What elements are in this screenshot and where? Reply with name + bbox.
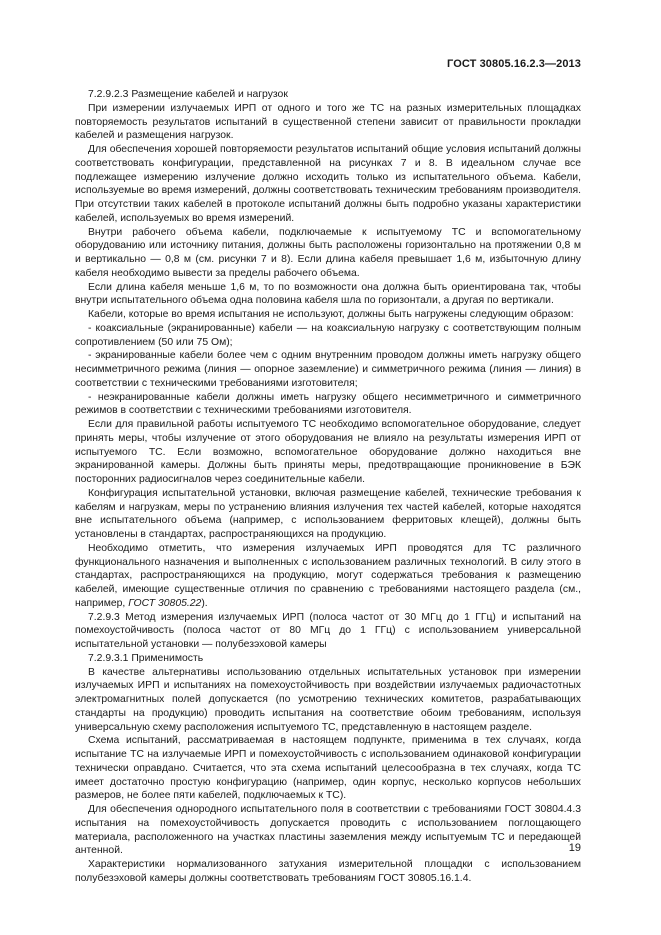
paragraph: В качестве альтернативы использованию отдельных испытательных установок при измерении излучаемых ИРП и испытаниях на помехоустойчивость при воздействии излучаемых радиочастотных электромагнитных полей допускается (по усмотрению технических комитетов, разрабатывающих стандарты на продукцию) проводить испытания на соответствие обоим требованиям, используя универсальную схему расположения испытуемого ТС, представленную в настоящем разделе. (75, 666, 581, 733)
paragraph-tail: ). (201, 597, 208, 609)
paragraph: Для обеспечения хорошей повторяемости результатов испытаний общие условия испытаний должны соответствовать конфигурации, представленной на рисунках 7 и 8. В идеальном случае все подлежащее измерению излучение должно исходить только из испытательного объема. Кабели, используемые во время измерений, должны соответствовать техническим требованиям производителя. При отсутствии таких кабелей в протоколе испытаний должны быть подробно указаны характеристики кабелей, используемых во время измерений. (75, 144, 581, 224)
paragraph: Схема испытаний, рассматриваемая в настоящем подпункте, применима в тех случаях, когда испытание ТС на излучаемые ИРП и помехоустойчивость с использованием одинаковой конфигурации технически оправдано. Считается, что эта схема испытаний целесообразна в тех случаях, когда ТС имеет достаточно простую конфигурацию (например, один корпус, несколько корпусов небольших размеров, не более пяти кабелей, подключаемых к ТС). (75, 735, 581, 802)
paragraph: Внутри рабочего объема кабели, подключаемые к испытуемому ТС и вспомогательному оборудованию или источнику питания, должны быть расположены горизонтально на протяжении 0,8 м и вертикально — 0,8 м (см. рисунки 7 и 8). Если длина кабеля превышает 1,6 м, избыточную длину кабеля необходимо вывести за пределы рабочего объема. (75, 226, 581, 279)
subsection-heading: 7.2.9.3.1 Применимость (88, 652, 204, 664)
document-body (75, 88, 581, 886)
subsection-heading: 7.2.9.2.3 Размещение кабелей и нагрузок (88, 89, 288, 100)
list-item: - коаксиальные (экранированные) кабели — на коаксиальную нагрузку с соответствующим полным сопротивлением (50 или 75 Ом); (75, 322, 581, 348)
paragraph: Если длина кабеля меньше 1,6 м, то по возможности она должна быть ориентирована так, чтобы внутри испытательного объема одна половина кабеля шла по горизонтали, а другая по вертикали. (75, 281, 581, 307)
paragraph: Конфигурация испытательной установки, включая размещение кабелей, технические требования к кабелям и нагрузкам, меры по устранению влияния излучения тех частей кабелей, которые находятся вне испытательного объема (например, с использованием ферритовых клещей), должны быть установлены в стандартах, распространяющихся на продукцию. (75, 487, 581, 540)
paragraph (75, 542, 581, 611)
paragraph: Характеристики нормализованного затухания измерительной площадки с использованием полубезэховой камеры должны соответствовать требованиям ГОСТ 30805.16.1.4. (75, 859, 581, 884)
section-heading: 7.2.9.3 Метод измерения излучаемых ИРП (полоса частот от 30 МГц до 1 ГГц) и испытаний на помехоустойчивость (полоса частот от 80 МГц до 1 ГГц) с использованием универсальной испытательной установки — полубезэховой камеры (75, 611, 581, 650)
standard-reference: ГОСТ 30805.22 (128, 597, 202, 609)
paragraph: Кабели, которые во время испытания не используют, должны быть нагружены следующим образом: (88, 309, 574, 320)
page-number: 19 (568, 842, 581, 854)
list-item: - неэкранированные кабели должны иметь нагрузку общего несимметричного и симметричного режимов в соответствии с техническими требованиями изготовителя. (75, 391, 581, 417)
paragraph: Для обеспечения однородного испытательного поля в соответствии с требованиями ГОСТ 30804.4.3 испытания на помехоустойчивость допускается проводить с использованием поглощающего материала, расположенного на участках пластины заземления между испытуемым ТС и передающей антенной. (75, 804, 581, 857)
document-header: ГОСТ 30805.16.2.3—2013 (447, 58, 581, 70)
paragraph-text: Необходимо отметить, что измерения излучаемых ИРП проводятся для ТС различного функционального назначения и выполненных с использованием различных технологий. В силу этого в стандартах, распространяющихся на продукцию, могут содержаться требования к размещению кабелей, имеющие существенные отличия по сравнению с требованиями настоящего раздела (см., например, (75, 542, 581, 609)
paragraph: Если для правильной работы испытуемого ТС необходимо вспомогательное оборудование, следует принять меры, чтобы излучение от этого оборудования не влияло на результаты измерения ИРП от испытуемого ТС. Если возможно, вспомогательное оборудование должно находиться вне экранированной камеры. Должны быть приняты меры, предотвращающие проникновение в БЭК посторонних радиосигналов через соединительные кабели. (75, 419, 581, 485)
list-item: - экранированные кабели более чем с одним внутренним проводом должны иметь нагрузку общего несимметричного режима (линия — опорное заземление) и симметричного режима (линия — линия) в соответствии с техническими требованиями изготовителя; (75, 350, 581, 389)
paragraph: При измерении излучаемых ИРП от одного и того же ТС на разных измерительных площадках повторяемость результатов испытаний в существенной степени зависит от правильности прокладки кабелей и размещения нагрузок. (75, 102, 581, 142)
